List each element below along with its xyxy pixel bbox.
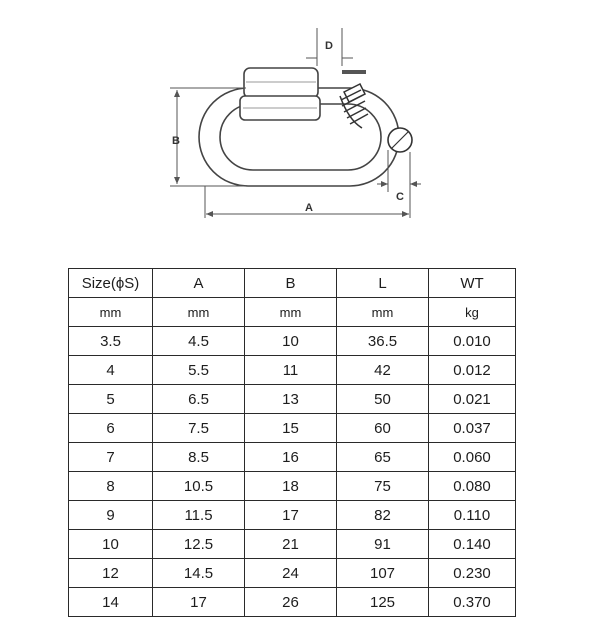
table-cell: 13 xyxy=(245,385,337,414)
table-row xyxy=(69,530,516,559)
table-cell: 7.5 xyxy=(153,414,245,443)
table-cell: 50 xyxy=(337,385,429,414)
dimension-b-label: B xyxy=(172,135,180,147)
dimension-d-label: D xyxy=(325,40,333,52)
table-row xyxy=(69,472,516,501)
table-cell: 14.5 xyxy=(153,559,245,588)
table-cell: 12.5 xyxy=(153,530,245,559)
quick-link-diagram xyxy=(0,0,600,240)
table-row xyxy=(69,356,516,385)
table-cell: 15 xyxy=(245,414,337,443)
header-wt: WT xyxy=(429,269,516,298)
table-cell: 12 xyxy=(69,559,153,588)
unit-cell: kg xyxy=(429,298,516,327)
table-units-row xyxy=(69,298,516,327)
table-row xyxy=(69,588,516,617)
table-cell: 91 xyxy=(337,530,429,559)
table-cell: 8.5 xyxy=(153,443,245,472)
header-size: Size(ϕS) xyxy=(69,269,153,298)
table-row xyxy=(69,385,516,414)
table-cell: 0.110 xyxy=(429,501,516,530)
dimension-c xyxy=(377,150,421,203)
table-cell: 5 xyxy=(69,385,153,414)
table-cell: 0.010 xyxy=(429,327,516,356)
table-cell: 3.5 xyxy=(69,327,153,356)
table-cell: 11.5 xyxy=(153,501,245,530)
table-row xyxy=(69,559,516,588)
table-cell: 10 xyxy=(245,327,337,356)
table-cell: 24 xyxy=(245,559,337,588)
table-cell: 4 xyxy=(69,356,153,385)
unit-cell: mm xyxy=(69,298,153,327)
table-cell: 8 xyxy=(69,472,153,501)
table-cell: 36.5 xyxy=(337,327,429,356)
table-cell: 17 xyxy=(245,501,337,530)
table-cell: 17 xyxy=(153,588,245,617)
table-cell: 65 xyxy=(337,443,429,472)
table-cell: 9 xyxy=(69,501,153,530)
table-cell: 21 xyxy=(245,530,337,559)
table-cell: 18 xyxy=(245,472,337,501)
table-cell: 0.080 xyxy=(429,472,516,501)
nut-sleeve xyxy=(240,68,320,120)
table-row xyxy=(69,443,516,472)
table-cell: 11 xyxy=(245,356,337,385)
table-cell: 60 xyxy=(337,414,429,443)
dimension-a-label: A xyxy=(305,202,313,214)
dimension-d xyxy=(306,28,353,66)
dimension-b xyxy=(170,88,246,186)
table-header-row xyxy=(69,269,516,298)
table-cell: 0.012 xyxy=(429,356,516,385)
table-cell: 14 xyxy=(69,588,153,617)
table-row xyxy=(69,501,516,530)
table-cell: 82 xyxy=(337,501,429,530)
table-cell: 0.060 xyxy=(429,443,516,472)
header-l: L xyxy=(337,269,429,298)
table-cell: 7 xyxy=(69,443,153,472)
table-cell: 10 xyxy=(69,530,153,559)
header-a: A xyxy=(153,269,245,298)
table-cell: 75 xyxy=(337,472,429,501)
table-cell: 0.140 xyxy=(429,530,516,559)
threaded-section xyxy=(340,84,368,128)
table-cell: 0.230 xyxy=(429,559,516,588)
table-cell: 26 xyxy=(245,588,337,617)
unit-cell: mm xyxy=(153,298,245,327)
table-cell: 4.5 xyxy=(153,327,245,356)
table-cell: 5.5 xyxy=(153,356,245,385)
table-row xyxy=(69,414,516,443)
table-cell: 6.5 xyxy=(153,385,245,414)
table-cell: 0.021 xyxy=(429,385,516,414)
table-cell: 16 xyxy=(245,443,337,472)
unit-cell: mm xyxy=(337,298,429,327)
header-b: B xyxy=(245,269,337,298)
table-cell: 6 xyxy=(69,414,153,443)
table-cell: 125 xyxy=(337,588,429,617)
table-cell: 42 xyxy=(337,356,429,385)
table-cell: 10.5 xyxy=(153,472,245,501)
dimension-c-label: C xyxy=(396,191,404,203)
table-row xyxy=(69,327,516,356)
cross-section-circle xyxy=(388,128,412,152)
spec-table xyxy=(68,268,516,617)
table-cell: 0.037 xyxy=(429,414,516,443)
table-cell: 107 xyxy=(337,559,429,588)
unit-cell: mm xyxy=(245,298,337,327)
table-cell: 0.370 xyxy=(429,588,516,617)
gate-stub xyxy=(342,70,366,74)
